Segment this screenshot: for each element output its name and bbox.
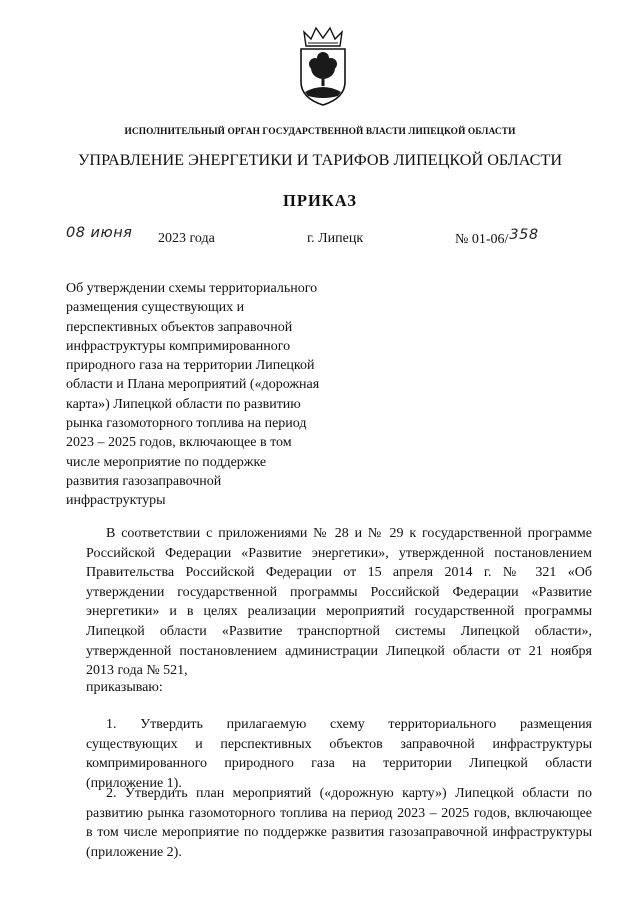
date-year: 2023 года [158,231,215,246]
subject-line: инфраструктуры компримированного [66,338,291,354]
handwritten-order-number: 358 [509,227,539,243]
basis-line: утвержденной постановлением администрации Липецкой области от 21 ноября [86,643,592,659]
basis-line: утверждении государственной программы Российской Федерации «Развитие [86,584,592,600]
item2-line: в том числе мероприятие по поддержке развития газозаправочной инфраструктуры [86,825,592,841]
handwritten-date: 08 июня [66,225,133,241]
basis-line: В соответствии с приложениями № 28 и № 29 к государственной программе [106,526,592,541]
order-word: приказываю: [86,680,163,695]
lipetsk-coat-of-arms-icon [296,24,350,108]
basis-line: Липецкой области «Развитие транспортной системы Липецкой области», [86,623,592,639]
basis-line: Правительства Российской Федерации от 15 апреля 2014 г. № 321 «Об [86,565,592,581]
item2-line: 2. Утвердить план мероприятий («дорожную карту») Липецкой области по [106,786,592,801]
basis-paragraph [86,524,592,681]
city: г. Липецк [307,231,364,246]
subject-line: 2023 – 2025 годов, включающее в том [66,435,292,451]
subject-line: перспективных объектов заправочной [66,319,293,335]
document-type-title: ПРИКАЗ [283,191,357,210]
item1-line: существующих и перспективных объектов заправочной инфраструктуры [86,736,592,752]
item2-line: развитию рынка газомоторного топлива на период 2023 – 2025 годов, включающее [86,805,592,821]
order-item-1 [86,715,592,793]
basis-line: Российской Федерации «Развитие энергетики», утвержденной постановлением [86,545,592,561]
subject-line: инфраструктуры [66,493,166,509]
order-subject [66,279,366,511]
subject-line: карта») Липецкой области по развитию [66,396,301,412]
subject-line: природного газа на территории Липецкой [66,358,315,374]
subject-line: рынка газомоторного топлива на период [66,416,307,432]
subject-line: Об утверждении схемы территориального [66,281,318,296]
item1-line: 1. Утвердить прилагаемую схему территориального размещения [106,717,592,732]
subject-line: размещения существующих и [66,300,245,316]
issuer-name: ИСПОЛНИТЕЛЬНЫЙ ОРГАН ГОСУДАРСТВЕННОЙ ВЛАСТИ ЛИПЕЦКОЙ ОБЛАСТИ [124,127,516,137]
department-name: УПРАВЛЕНИЕ ЭНЕРГЕТИКИ И ТАРИФОВ ЛИПЕЦКОЙ ОБЛАСТИ [77,151,563,169]
subject-line: области и Плана мероприятий («дорожная [66,377,320,393]
basis-line: энергетики» и в целях реализации мероприятий государственной программы [86,604,592,620]
order-item-2 [86,784,592,862]
basis-line: 2013 года № 521, [86,663,188,679]
item1-line: (приложение 1). [86,775,182,791]
item1-line: компримированного природного газа на территории Липецкой области [86,756,592,772]
subject-line: развития газозаправочной [66,473,222,489]
order-number [455,227,539,248]
item2-line: (приложение 2). [86,844,182,860]
subject-line: числе мероприятие по поддержке [66,454,267,470]
order-number-prefix: № 01-06/ [455,232,509,247]
